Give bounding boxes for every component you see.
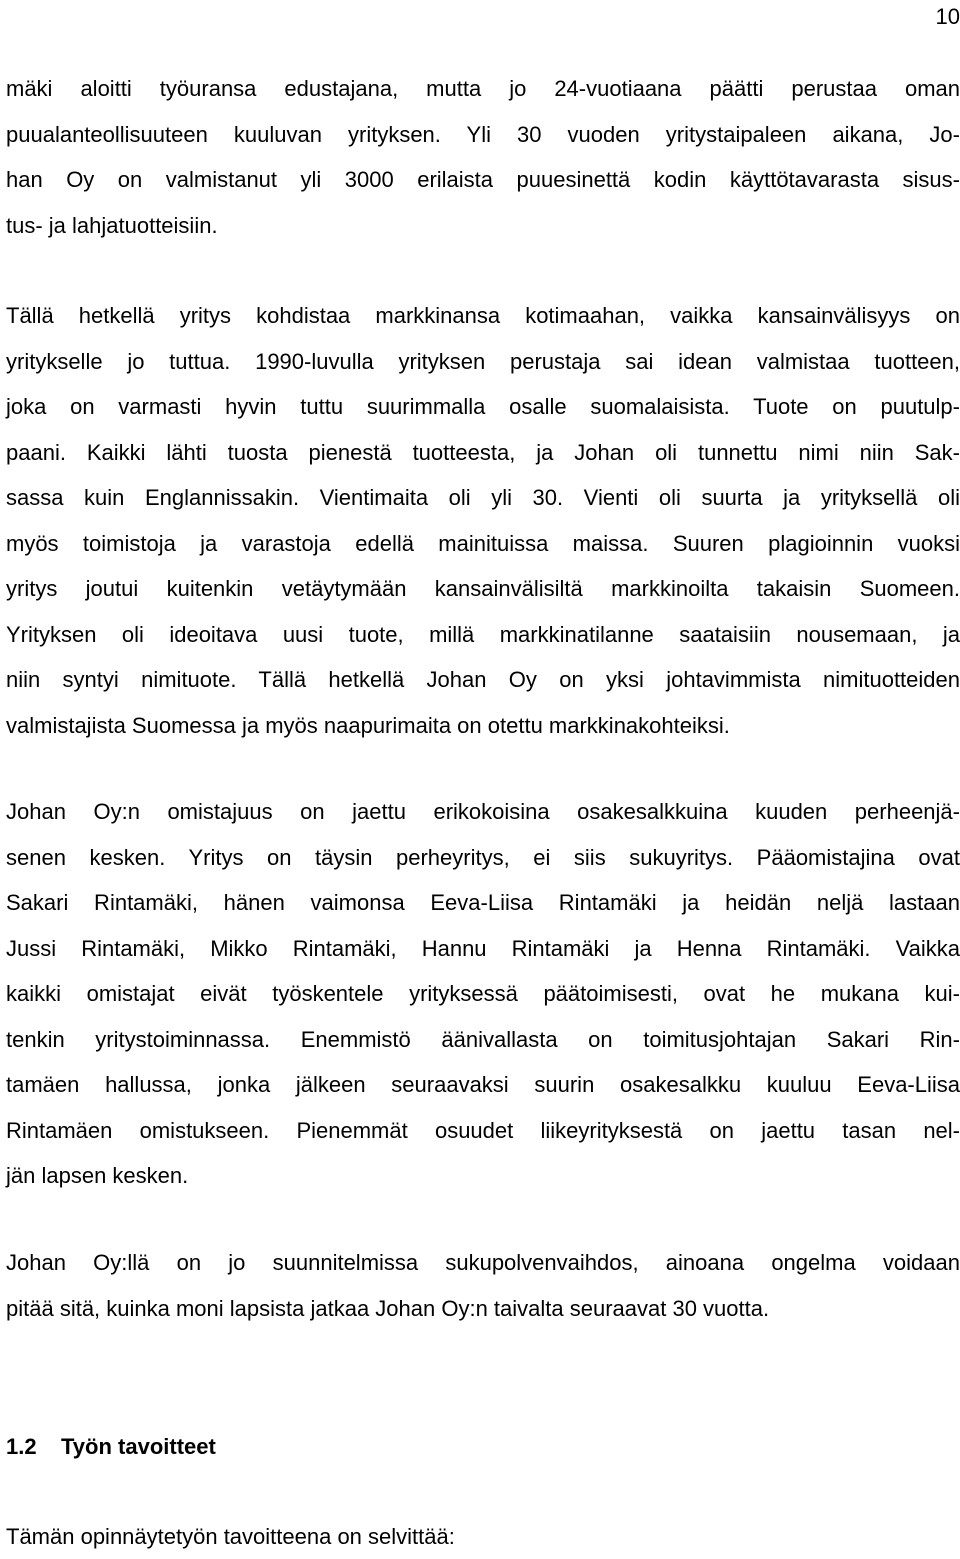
text-line: Tällä hetkellä yritys kohdistaa markkinansa kotimaahan, vaikka kansainvälisyys on [6,303,960,328]
text-line: paani. Kaikki lähti tuosta pienestä tuotteesta, ja Johan oli tunnettu nimi niin Sak- [6,439,960,465]
text-line: Johan Oy:n omistajuus on jaettu erikokoisina osakesalkkuina kuuden perheenjä- [6,799,960,824]
paragraph-succession [6,1240,960,1331]
text-line: valmistajista Suomessa ja myös naapurimaita on otettu markkinakohteiksi. [6,712,730,738]
section-number: 1.2 [6,1434,37,1459]
text-line: yritys joutui kuitenkin vetäytymään kansainvälisiltä markkinoilta takaisin Suomeen. [6,576,960,601]
text-line: tus- ja lahjatuotteisiin. [6,212,218,238]
text-line: tenkin yritystoiminnassa. Enemmistö äänivallasta on toimitusjohtajan Sakari Rin- [6,1026,960,1052]
text-line: tamäen hallussa, jonka jälkeen seuraavaksi suurin osakesalkku kuuluu Eeva-Liisa [6,1072,960,1097]
text-line: Rintamäen omistukseen. Pienemmät osuudet liikeyrityksestä on jaettu tasan nel- [6,1117,960,1143]
text-line: joka on varmasti hyvin tuttu suurimmalla osalle suomalaisista. Tuote on puutulp- [6,394,960,419]
text-line: sassa kuin Englannissakin. Vientimaita oli yli 30. Vienti oli suurta ja yrityksellä oli [6,485,960,510]
intro-line: Tämän opinnäytetyön tavoitteena on selvittää: [6,1524,455,1549]
page-number: 10 [935,4,960,29]
section-heading [6,1424,216,1469]
text-line: han Oy on valmistanut yli 3000 erilaista puuesinettä kodin käyttötavarasta sisus- [6,167,960,192]
text-line: Johan Oy:llä on jo suunnitelmissa sukupolvenvaihdos, ainoana ongelma voidaan [6,1250,960,1275]
text-line: Sakari Rintamäki, hänen vaimonsa Eeva-Liisa Rintamäki ja heidän neljä lastaan [6,890,960,915]
text-line: senen kesken. Yritys on täysin perheyritys, ei siis sukuyritys. Pääomistajina ovat [6,844,960,870]
text-line: niin syntyi nimituote. Tällä hetkellä Johan Oy on yksi johtavimmista nimituotteiden [6,667,960,692]
paragraph-ownership [6,789,960,1199]
text-line: mäki aloitti työuransa edustajana, mutta jo 24-vuotiaana päätti perustaa oman [6,76,960,101]
text-line: jän lapsen kesken. [6,1163,189,1188]
paragraph-markets [6,293,960,748]
text-line: kaikki omistajat eivät työskentele yrityksessä päätoimisesti, ovat he mukana kui- [6,981,960,1006]
text-line: puualanteollisuuteen kuuluvan yrityksen. Yli 30 vuoden yritystaipaleen aikana, Jo- [6,121,960,147]
text-line: yritykselle jo tuttua. 1990-luvulla yrityksen perustaja sai idean valmistaa tuotteen, [6,348,960,374]
text-line: pitää sitä, kuinka moni lapsista jatkaa Johan Oy:n taivalta seuraavat 30 vuotta. [6,1295,770,1321]
text-line: Yrityksen oli ideoitava uusi tuote, millä markkinatilanne saataisiin nousemaan, ja [6,621,960,647]
text-line: myös toimistoja ja varastoja edellä mainituissa maissa. Suuren plagioinnin vuoksi [6,530,960,556]
paragraph-company-history [6,66,960,248]
text-line: Jussi Rintamäki, Mikko Rintamäki, Hannu Rintamäki ja Henna Rintamäki. Vaikka [6,935,960,961]
section-title: Työn tavoitteet [61,1434,216,1459]
